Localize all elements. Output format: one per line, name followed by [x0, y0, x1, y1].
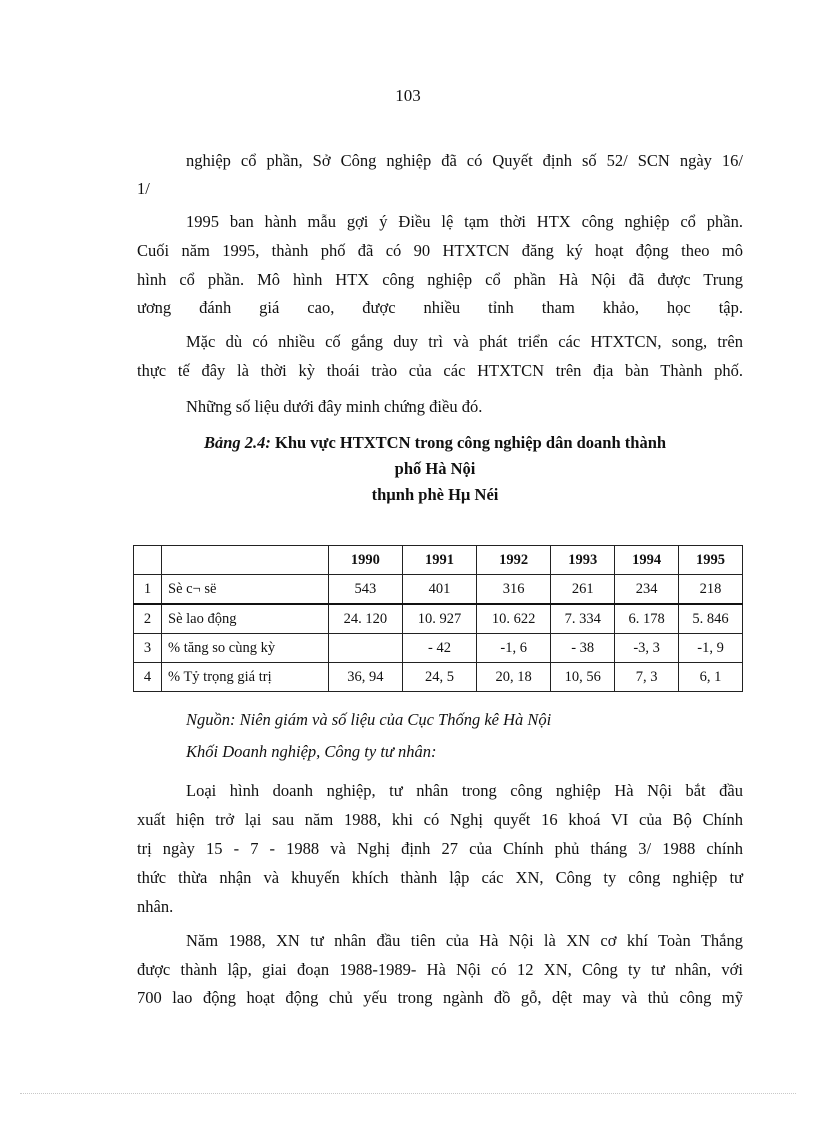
table-cell: - 38: [551, 634, 615, 663]
table-cell: 2: [134, 604, 162, 634]
table-cell: 316: [477, 575, 551, 605]
table-cell: 261: [551, 575, 615, 605]
table-cell: % tăng so cùng kỳ: [162, 634, 329, 663]
table-cell: 218: [679, 575, 743, 605]
table-cell: 401: [402, 575, 476, 605]
paragraph-line: trị ngày 15 - 7 - 1988 và Nghị định 27 của Chính phủ tháng 3/ 1988 chính: [137, 839, 743, 858]
table-header-row: [134, 546, 743, 575]
table-cell: 7. 334: [551, 604, 615, 634]
table-cell: Sè c¬ së: [162, 575, 329, 605]
paragraph-line: thực tế đây là thời kỳ thoái trào của các HTXTCN trên địa bàn Thành phố.: [137, 361, 743, 380]
table-cell: 20, 18: [477, 663, 551, 692]
table-cell: 36, 94: [328, 663, 402, 692]
paragraph-line: hình cổ phần. Mô hình HTX công nghiệp cổ phần Hà Nội đã được Trung: [137, 270, 743, 289]
table-cell: 24, 5: [402, 663, 476, 692]
table-cell: 543: [328, 575, 402, 605]
table-cell: % Tỷ trọng giá trị: [162, 663, 329, 692]
table-row: [134, 575, 743, 605]
table-header-cell: 1993: [551, 546, 615, 575]
table-cell: -3, 3: [615, 634, 679, 663]
source-note: Nguồn: Niên giám và số liệu của Cục Thống kê Hà Nội: [186, 710, 552, 729]
table-cell: 10. 622: [477, 604, 551, 634]
table-cell: Sè lao động: [162, 604, 329, 634]
data-table: [133, 545, 743, 692]
paragraph-line: 1995 ban hành mẫu gợi ý Điều lệ tạm thời HTX công nghiệp cổ phần.: [186, 212, 743, 231]
table-cell: 5. 846: [679, 604, 743, 634]
paragraph-line: Những số liệu dưới đây minh chứng điều đó.: [186, 397, 483, 416]
page-bottom-rule: [20, 1093, 796, 1094]
table-cell: 234: [615, 575, 679, 605]
paragraph-line: Mặc dù có nhiều cố gắng duy trì và phát triển các HTXTCN, song, trên: [186, 332, 743, 351]
table-cell: 7, 3: [615, 663, 679, 692]
paragraph-line: Năm 1988, XN tư nhân đầu tiên của Hà Nội là XN cơ khí Toàn Thắng: [186, 931, 743, 950]
table-cell: -1, 6: [477, 634, 551, 663]
caption-text: thµnh phè Hµ Néi: [371, 485, 499, 504]
table-caption: [140, 430, 730, 508]
paragraph-line: được thành lập, giai đoạn 1988-1989- Hà Nội có 12 XN, Công ty tư nhân, với: [137, 960, 743, 979]
table-row: [134, 634, 743, 663]
table-cell: 10. 927: [402, 604, 476, 634]
table-cell: - 42: [402, 634, 476, 663]
section-subheading: Khối Doanh nghiệp, Công ty tư nhân:: [186, 742, 437, 761]
table-cell: -1, 9: [679, 634, 743, 663]
table-cell: 1: [134, 575, 162, 605]
table-cell: 24. 120: [328, 604, 402, 634]
caption-text: Khu vực HTXTCN trong công nghiệp dân doanh thành: [270, 433, 667, 452]
paragraph-line: Cuối năm 1995, thành phố đã có 90 HTXTCN đăng ký hoạt động theo mô: [137, 241, 743, 260]
paragraph-line: thức thừa nhận và khuyến khích thành lập các XN, Công ty công nghiệp tư: [137, 868, 743, 887]
table-cell: 6. 178: [615, 604, 679, 634]
table-header-cell: [162, 546, 329, 575]
table-cell: 6, 1: [679, 663, 743, 692]
caption-text: phố Hà Nội: [394, 459, 476, 478]
paragraph-line: xuất hiện trở lại sau năm 1988, khi có Nghị quyết 16 khoá VI của Bộ Chính: [137, 810, 743, 829]
table-header-cell: 1994: [615, 546, 679, 575]
table-header-cell: 1990: [328, 546, 402, 575]
page-number: 103: [395, 86, 421, 105]
table-header-cell: 1995: [679, 546, 743, 575]
table-row: [134, 663, 743, 692]
table-row: [134, 604, 743, 634]
paragraph-line: 700 lao động hoạt động chủ yếu trong ngành đồ gỗ, dệt may và thủ công mỹ: [137, 988, 743, 1007]
table-header-cell: 1992: [477, 546, 551, 575]
paragraph-line: nhân.: [137, 897, 174, 916]
table-header-cell: [134, 546, 162, 575]
table-header-cell: 1991: [402, 546, 476, 575]
table-cell: 4: [134, 663, 162, 692]
paragraph-line: ương đánh giá cao, được nhiều tỉnh tham khảo, học tập.: [137, 298, 743, 317]
caption-label: Bảng 2.4:: [203, 433, 271, 452]
paragraph-line: nghiệp cổ phần, Sở Công nghiệp đã có Quyết định số 52/ SCN ngày 16/: [186, 151, 743, 170]
table-cell: 10, 56: [551, 663, 615, 692]
table-cell: 3: [134, 634, 162, 663]
table-cell: [328, 634, 402, 663]
paragraph-line: 1/: [137, 179, 150, 198]
paragraph-line: Loại hình doanh nghiệp, tư nhân trong công nghiệp Hà Nội bắt đầu: [186, 781, 743, 800]
